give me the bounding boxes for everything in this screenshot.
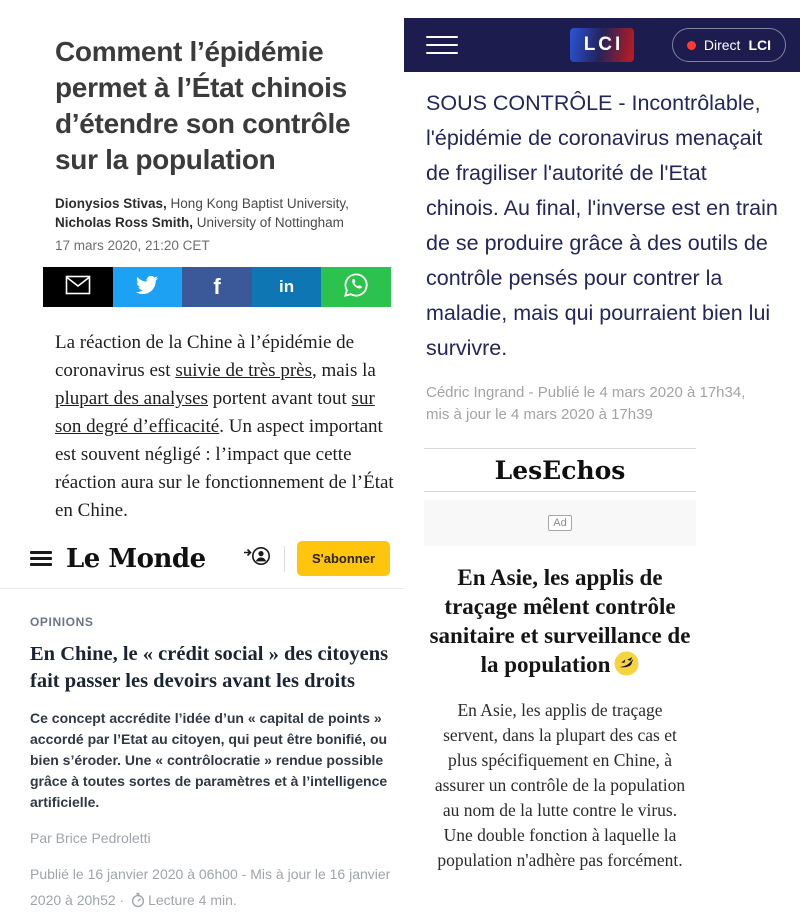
lemonde-header: [0, 529, 404, 588]
stopwatch-icon: [128, 892, 148, 908]
author-1-name[interactable]: Dionysios Stivas,: [55, 196, 167, 211]
direct-lci-button[interactable]: [672, 28, 786, 62]
link-suivie-de-tres-pres[interactable]: suivie de très près: [175, 360, 312, 381]
twitter-bird-icon: [135, 273, 159, 302]
lci-byline: Cédric Ingrand - Publié le 4 mars 2020 à 17h34, mis à jour le 4 mars 2020 à 17h39: [426, 384, 746, 423]
body-text: La réaction de la Chine à l’épidémie de coronavirus est: [55, 332, 355, 381]
top-margin: [404, 0, 800, 18]
share-bar: [43, 267, 391, 307]
lci-article: [404, 18, 800, 426]
conversation-article: [0, 0, 404, 525]
link-plupart-des-analyses[interactable]: plupart des analyses: [55, 388, 209, 409]
hamburger-menu-icon[interactable]: [30, 548, 52, 570]
direct-brand: LCI: [748, 37, 771, 53]
header-divider: [284, 546, 285, 572]
ad-label: Ad: [548, 515, 571, 531]
linkedin-share-button[interactable]: [252, 267, 322, 307]
live-red-dot-icon: [687, 41, 696, 50]
direct-label: Direct: [703, 37, 741, 53]
article-headline: Comment l’épidémie permet à l’État chinois d’étendre son contrôle sur la population: [55, 36, 351, 175]
facebook-share-button[interactable]: [182, 267, 252, 307]
logo-rule-bottom: [424, 491, 696, 492]
headline-text: En Asie, les applis de traçage mêlent contrôle sanitaire et surveillance de la population: [429, 565, 691, 677]
le-monde-logo[interactable]: Le Monde: [66, 543, 206, 574]
lci-header: [404, 18, 800, 72]
publish-date: 17 mars 2020, 21:20 CET: [55, 238, 210, 253]
author-line: [55, 194, 395, 232]
whatsapp-icon: [343, 272, 369, 303]
facebook-f-icon: f: [213, 274, 221, 299]
lesechos-article: [424, 448, 696, 873]
lesechos-lead-paragraph: En Asie, les applis de traçage servent, dans la plupart des cas et plus spécifiquement en Chine, à assurer un contrôle de la population au nom de la lutte contre le virus. Une double fonction à laquelle la population n'adhère pas forcément.: [434, 700, 686, 870]
right-column: [404, 0, 800, 913]
whatsapp-share-button[interactable]: [321, 267, 391, 307]
lci-lead-paragraph: SOUS CONTRÔLE - Incontrôlable, l'épidémie de coronavirus menaçait de fragiliser l'autorité de l'Etat chinois. Au final, l'inverse est en train de se produire grâce à des outils de contrôle pensés pour contrer la maladie, mais qui pourraient bien lui survivre.: [426, 91, 778, 360]
lemonde-content: [0, 589, 404, 913]
lesechos-headline: [424, 563, 696, 683]
author-2-name[interactable]: Nicholas Ross Smith,: [55, 215, 194, 230]
body-text: , mais la: [311, 360, 376, 381]
publish-dates-text: Publié le 16 janvier 2020 à 06h00 - Mis à jour le 16 janvier 2020 à 20h52 ·: [30, 866, 391, 908]
lemonde-header-actions: [242, 541, 390, 576]
linkedin-in-icon: in: [279, 277, 295, 296]
lemonde-publish-info: [30, 861, 402, 913]
email-share-button[interactable]: [43, 267, 113, 307]
hamburger-menu-icon[interactable]: [426, 30, 458, 60]
section-label-opinions[interactable]: OPINIONS: [30, 615, 94, 629]
lemonde-standfirst: Ce concept accrédite l’idée d’un « capital de points » accordé par l’Etat au citoyen, qui peut être bonifié, ou bien s’éroder. Une « contrôlocratie » rendue possible grâce à toutes sortes de paramètres et à l’intelligence artificielle.: [30, 710, 388, 810]
body-text: portent avant tout: [208, 388, 352, 409]
author-1-affiliation: Hong Kong Baptist University,: [166, 196, 349, 211]
subscribe-button[interactable]: S'abonner: [297, 541, 390, 576]
body-text: . Un aspect important est souvent négligé : l’impact que cette réaction aura sur le fonctionnement de l’État en Chine.: [55, 416, 394, 521]
account-login-icon[interactable]: [242, 544, 272, 573]
lemonde-headline: En Chine, le « crédit social » des citoyens fait passer les devoirs avant les droits: [30, 643, 389, 692]
subscriber-badge-icon: [614, 651, 639, 683]
link-degre-efficacite[interactable]: sur son degré d’efficacité: [55, 388, 375, 437]
twitter-share-button[interactable]: [113, 267, 183, 307]
article-lead-paragraph: [55, 329, 395, 525]
lemonde-article: [0, 529, 404, 913]
author-2-affiliation: University of Nottingham: [193, 215, 344, 230]
lci-logo[interactable]: LCI: [570, 28, 634, 62]
ad-slot: [424, 500, 696, 546]
envelope-icon: [65, 275, 91, 300]
lemonde-byline: Par Brice Pedroletti: [30, 830, 151, 846]
les-echos-logo[interactable]: LesEchos: [494, 456, 626, 485]
read-time-text: Lecture 4 min.: [148, 892, 237, 908]
